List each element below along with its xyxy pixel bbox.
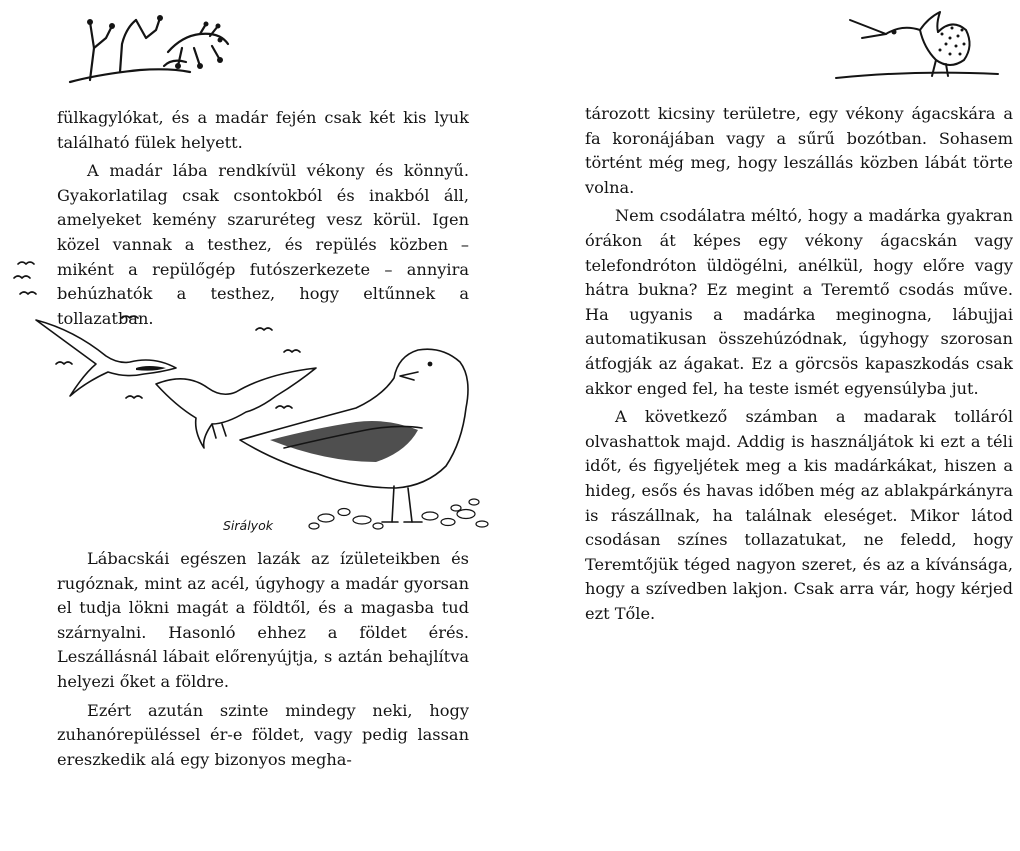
paragraph: A madár lába rendkívül vékony és könnyű. Gyakorlatilag csak csontokból és inakból áll, amelyeket kemény szaruréteg vesz körül. Igen közel vannak a testhez, és repülés közben – miként a repülőgép futószerkezete – annyira behúzhatók a testhez, hogy eltűnnek a tollazatban. <box>57 161 469 328</box>
paragraph: Nem csodálatra méltó, hogy a madárka gyakran órákon át képes egy vékony ágacskán vagy telefondróton üldögélni, anélkül, hogy előre vagy hátra bukna? Ez megint a Teremtő csodás műve. Ha ugyanis a madárka meginogna, lábujjai automatikusan összehúzódnak, úgyhogy szorosan átfogják az ágakat. Ez a görcsös kapaszkodás csak akkor enged fel, ha teste ismét egyensúlyba jut. <box>585 206 1013 398</box>
flying-gull-icon <box>36 320 176 396</box>
tree-frogs-doodle-icon <box>60 8 240 88</box>
paragraph: A következő számban a madarak tolláról olvashattok majd. Addig is használjátok ki ezt a téli időt, és figyeljétek meg a kis madárkákat, hiszen a hideg, esős és havas időben még az ablakpárkányra is rászállnak, ha találnak eleséget. Mikor látod csodásan színes tollazatukat, ne feledd, hogy Teremtőjük téged nagyon szeret, és az a kívánsága, hogy a szívedben lakjon. Csak arra vár, hogy kérjed ezt Tőle. <box>585 407 1013 623</box>
seagulls-illustration <box>26 312 496 540</box>
figure-caption: Sirályok <box>223 518 273 533</box>
small-birds-icon <box>10 258 46 308</box>
right-text <box>585 102 1013 626</box>
standing-gull-icon <box>240 349 468 488</box>
right-page <box>510 0 1020 851</box>
paragraph: tározott kicsiny területre, egy vékony ágacskára a fa koronájában vagy a sűrű bozótban. Sohasem történt még meg, hogy leszállás közben lábát törte volna. <box>585 104 1013 197</box>
left-top-text <box>57 106 469 331</box>
paragraph: Ezért azután szinte mindegy neki, hogy zuhanórepüléssel ér-e földet, vagy pedig lassan ereszkedik alá egy bizonyos megha- <box>57 700 469 769</box>
bird-on-wire-doodle-icon <box>832 4 1002 86</box>
left-bottom-text <box>57 547 469 772</box>
paragraph: Lábacskái egészen lazák az ízületeikben és rugóznak, mint az acél, úgyhogy a madár gyorsan el tudja lökni magát a földtől, és a magasba tud szárnyalni. Hasonló ehhez a földet érés. Leszállásnál lábait előrenyújtja, s aztán behajlítva helyezi őket a földre. <box>57 549 469 691</box>
paragraph: fülkagylókat, és a madár fején csak két kis lyuk található fülek helyett. <box>57 108 469 152</box>
